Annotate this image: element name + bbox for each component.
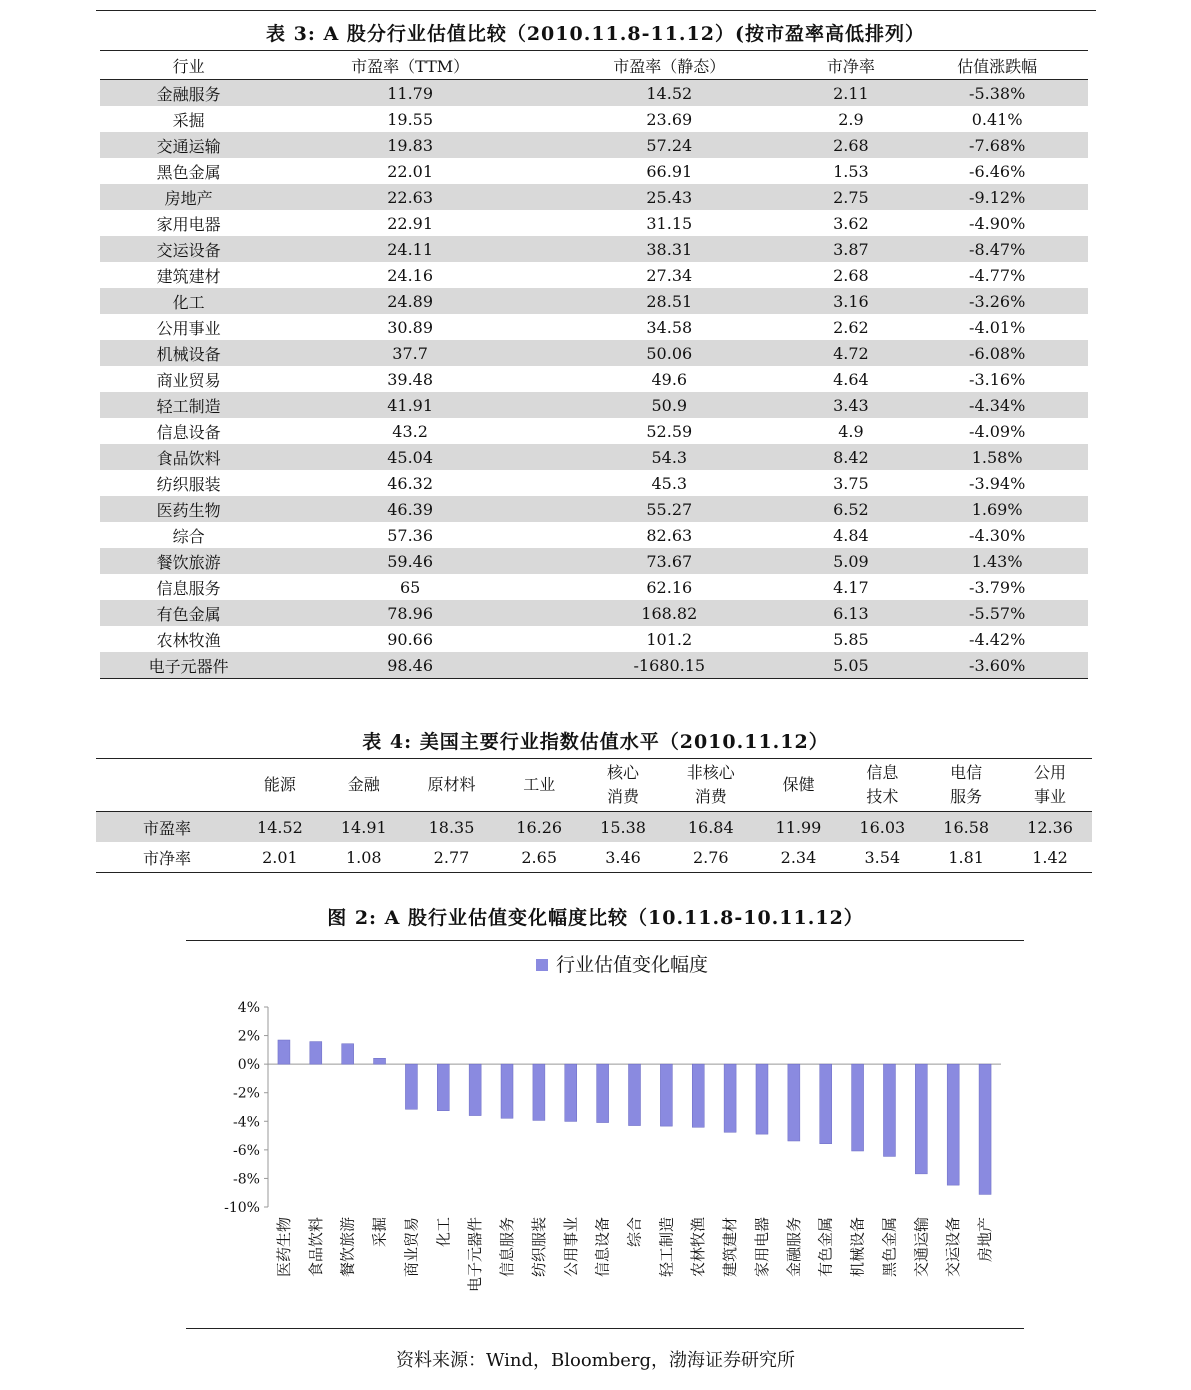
x-tick-label: 建筑建材	[721, 1217, 740, 1278]
value-cell: 101.2	[646, 629, 693, 649]
x-tick-label: 信息设备	[593, 1217, 612, 1278]
bar	[405, 1064, 417, 1109]
industry-name-cell: 建筑建材	[156, 266, 221, 286]
value-cell: 16.26	[497, 812, 581, 843]
value-cell: 3.16	[796, 288, 907, 314]
value-cell: 52.59	[646, 421, 693, 441]
table-row	[100, 626, 1088, 652]
value-cell: 22.91	[387, 213, 434, 233]
value-cell: 3.46	[581, 842, 665, 873]
industry-name-cell: 机械设备	[100, 340, 277, 366]
t3-header-cell: 估值涨跌幅	[906, 51, 1088, 80]
value-cell: 2.68	[833, 265, 869, 285]
value-cell: 41.91	[277, 392, 543, 418]
industry-name-cell: 纺织服装	[156, 474, 221, 494]
table-row	[100, 392, 1088, 418]
value-cell: -6.46%	[969, 161, 1026, 181]
value-cell: -3.60%	[906, 652, 1088, 679]
bar	[437, 1064, 449, 1111]
bar	[533, 1064, 545, 1120]
row-label-cell: 市盈率	[96, 812, 238, 843]
value-cell: -4.42%	[969, 629, 1026, 649]
y-tick-label: 0%	[237, 1057, 260, 1074]
y-tick-label: -8%	[233, 1171, 260, 1188]
industry-name-cell: 餐饮旅游	[100, 548, 277, 574]
t4-header-line: 事业	[1034, 787, 1067, 806]
bar	[629, 1064, 641, 1125]
value-cell: -4.34%	[906, 392, 1088, 418]
value-cell: 2.68	[796, 132, 907, 158]
x-tick-label: 轻工制造	[657, 1217, 676, 1278]
value-cell: 3.87	[796, 236, 907, 262]
x-tick-label: 化工	[434, 1217, 453, 1248]
bar	[342, 1044, 354, 1064]
y-tick-label: 2%	[237, 1028, 260, 1045]
legend-swatch	[536, 959, 548, 971]
industry-name-cell: 金融服务	[100, 80, 277, 107]
t4-header-line: 电信	[950, 763, 983, 782]
x-tick-label: 农林牧渔	[689, 1217, 708, 1278]
chart-top-rule	[186, 940, 1024, 941]
industry-name-cell: 交运设备	[100, 236, 277, 262]
value-cell: 3.62	[833, 213, 869, 233]
table3-caption: 表 3: A 股分行业估值比较（2010.11.8-11.12）(按市盈率高低排列）	[266, 23, 925, 45]
header-rule	[96, 10, 1096, 11]
value-cell: 16.03	[840, 812, 924, 843]
table-row	[100, 106, 1088, 132]
value-cell: 2.11	[796, 80, 907, 107]
table-row	[100, 314, 1088, 340]
value-cell: 14.52	[238, 812, 322, 843]
value-cell: -8.47%	[906, 236, 1088, 262]
bar	[692, 1064, 704, 1127]
t3-header-cell: 市盈率（TTM）	[277, 51, 543, 80]
value-cell: 34.58	[646, 317, 693, 337]
table-row	[100, 340, 1088, 366]
value-cell: 24.11	[277, 236, 543, 262]
value-cell: 168.82	[543, 600, 796, 626]
chart-bottom-rule	[186, 1328, 1024, 1329]
t4-header-cell	[581, 759, 665, 812]
bar	[852, 1064, 864, 1151]
x-tick-label: 医药生物	[274, 1217, 293, 1278]
x-tick-label: 综合	[625, 1217, 644, 1248]
t4-header-line: 消费	[694, 787, 727, 806]
bar	[724, 1064, 736, 1132]
value-cell: 46.32	[387, 473, 434, 493]
table-row	[100, 80, 1088, 107]
value-cell: 2.65	[497, 842, 581, 873]
value-cell: 5.85	[833, 629, 869, 649]
value-cell: 31.15	[646, 213, 693, 233]
industry-name-cell: 商业贸易	[156, 370, 221, 390]
value-cell: -1680.15	[543, 652, 796, 679]
value-cell: 19.55	[387, 109, 434, 129]
value-cell: 1.58%	[906, 444, 1088, 470]
t3-header-cell: 市盈率（静态）	[543, 51, 796, 80]
value-cell: 22.01	[387, 161, 434, 181]
value-cell: 25.43	[543, 184, 796, 210]
value-cell: 50.06	[543, 340, 796, 366]
value-cell: -5.38%	[906, 80, 1088, 107]
value-cell: -7.68%	[906, 132, 1088, 158]
industry-name-cell: 轻工制造	[100, 392, 277, 418]
value-cell: 2.01	[238, 842, 322, 873]
x-tick-label: 家用电器	[752, 1217, 771, 1278]
bar	[278, 1040, 290, 1064]
t4-header-line: 公用	[1034, 763, 1067, 782]
value-cell: 22.63	[277, 184, 543, 210]
value-cell: -9.12%	[906, 184, 1088, 210]
bar	[883, 1064, 895, 1156]
table-row	[100, 496, 1088, 522]
bar	[310, 1042, 322, 1065]
value-cell: 49.6	[651, 369, 688, 389]
value-cell: 43.2	[392, 421, 428, 441]
value-cell: 15.38	[581, 812, 665, 843]
value-cell: 3.54	[840, 842, 924, 873]
value-cell: 5.09	[796, 548, 907, 574]
industry-name-cell: 信息服务	[156, 578, 221, 598]
y-tick-label: -2%	[233, 1085, 260, 1102]
value-cell: 23.69	[646, 109, 693, 129]
value-cell: 14.52	[543, 80, 796, 107]
t4-header-cell	[924, 759, 1008, 812]
t4-header-line: 非核心	[686, 763, 735, 782]
value-cell: 62.16	[646, 577, 693, 597]
y-tick-label: -4%	[233, 1114, 260, 1131]
value-cell: 3.43	[796, 392, 907, 418]
source-note: 资料来源：Wind，Bloomberg，渤海证券研究所	[395, 1350, 796, 1371]
t3-header-cell: 市净率	[796, 51, 907, 80]
x-tick-label: 电子元器件	[466, 1217, 485, 1293]
x-tick-label: 有色金属	[816, 1217, 835, 1278]
value-cell: -4.90%	[969, 213, 1026, 233]
x-tick-label: 公用事业	[561, 1217, 580, 1278]
industry-valuation-table	[100, 50, 1088, 679]
value-cell: -4.01%	[969, 317, 1026, 337]
value-cell: -3.79%	[969, 577, 1026, 597]
value-cell: 0.41%	[971, 109, 1023, 129]
us-valuation-table	[96, 758, 1092, 873]
industry-name-cell: 交通运输	[100, 132, 277, 158]
bar	[756, 1064, 768, 1134]
t4-header-cell	[1008, 759, 1092, 812]
x-tick-label: 交通运输	[912, 1217, 931, 1278]
value-cell: 5.05	[796, 652, 907, 679]
value-cell: 8.42	[796, 444, 907, 470]
value-cell: 24.16	[387, 265, 434, 285]
x-tick-label: 商业贸易	[402, 1217, 421, 1278]
value-cell: 1.08	[322, 842, 406, 873]
value-cell: 1.53	[833, 161, 869, 181]
t4-header-line: 工业	[523, 775, 556, 794]
bar	[374, 1058, 386, 1064]
table4-caption: 表 4: 美国主要行业指数估值水平（2010.11.12）	[362, 731, 829, 753]
value-cell: 54.3	[543, 444, 796, 470]
table-row	[96, 842, 1092, 873]
value-cell: 55.27	[543, 496, 796, 522]
y-tick-label: -10%	[224, 1200, 260, 1216]
bar	[947, 1064, 959, 1185]
row-label-cell: 市净率	[96, 842, 238, 873]
value-cell: 4.64	[833, 369, 869, 389]
x-tick-label: 信息服务	[498, 1217, 517, 1278]
value-cell: 1.43%	[906, 548, 1088, 574]
table-row	[100, 470, 1088, 496]
bar	[979, 1064, 991, 1194]
x-tick-label: 机械设备	[848, 1217, 867, 1278]
t4-header-cell	[322, 759, 406, 812]
value-cell: -5.57%	[906, 600, 1088, 626]
table-row	[100, 210, 1088, 236]
table-row	[100, 288, 1088, 314]
value-cell: 57.36	[387, 525, 434, 545]
valuation-change-chart	[186, 945, 1024, 1327]
value-cell: 19.83	[277, 132, 543, 158]
value-cell: 98.46	[277, 652, 543, 679]
x-tick-label: 纺织服装	[529, 1217, 548, 1278]
industry-name-cell: 信息设备	[156, 422, 221, 442]
table-row	[100, 132, 1088, 158]
t4-header-cell	[497, 759, 581, 812]
figure-caption: 图 2: A 股行业估值变化幅度比较（10.11.8-10.11.12）	[327, 907, 864, 929]
value-cell: 38.31	[543, 236, 796, 262]
industry-name-cell: 房地产	[100, 184, 277, 210]
value-cell: -3.16%	[969, 369, 1026, 389]
x-tick-label: 餐饮旅游	[338, 1217, 357, 1278]
value-cell: 2.62	[833, 317, 869, 337]
value-cell: 66.91	[646, 161, 693, 181]
value-cell: -3.94%	[969, 473, 1026, 493]
table-row	[100, 600, 1088, 626]
x-tick-label: 食品饮料	[306, 1217, 325, 1278]
t4-header-line: 能源	[263, 775, 296, 794]
value-cell: 16.58	[924, 812, 1008, 843]
legend-label: 行业估值变化幅度	[556, 954, 709, 976]
industry-name-cell: 黑色金属	[156, 162, 221, 182]
industry-name-cell: 化工	[100, 288, 277, 314]
bar	[597, 1064, 609, 1122]
value-cell: 82.63	[646, 525, 693, 545]
value-cell: 28.51	[543, 288, 796, 314]
table-row	[100, 262, 1088, 288]
t4-header-cell	[406, 759, 498, 812]
bar	[501, 1064, 513, 1118]
value-cell: 73.67	[543, 548, 796, 574]
value-cell: 4.9	[838, 421, 864, 441]
y-tick-label: -6%	[233, 1142, 260, 1159]
value-cell: 6.52	[796, 496, 907, 522]
value-cell: 4.17	[833, 577, 869, 597]
value-cell: 11.99	[757, 812, 841, 843]
value-cell: 45.3	[651, 473, 688, 493]
value-cell: 90.66	[387, 629, 434, 649]
table-row	[100, 652, 1088, 679]
t4-header-cell	[238, 759, 322, 812]
t4-header-line: 保健	[782, 775, 815, 794]
value-cell: 57.24	[543, 132, 796, 158]
table-row	[100, 158, 1088, 184]
t4-header-cell	[840, 759, 924, 812]
value-cell: 1.42	[1008, 842, 1092, 873]
value-cell: 46.39	[277, 496, 543, 522]
t4-header-line: 核心	[607, 763, 640, 782]
value-cell: 1.69%	[906, 496, 1088, 522]
value-cell: 2.77	[406, 842, 498, 873]
value-cell: 18.35	[406, 812, 498, 843]
industry-name-cell: 食品饮料	[100, 444, 277, 470]
table-row	[100, 418, 1088, 444]
value-cell: 37.7	[277, 340, 543, 366]
bar	[565, 1064, 577, 1121]
x-tick-label: 交运设备	[944, 1217, 963, 1278]
industry-name-cell: 电子元器件	[100, 652, 277, 679]
value-cell: 27.34	[646, 265, 693, 285]
x-tick-label: 金融服务	[784, 1217, 803, 1278]
t4-header-line: 原材料	[427, 775, 476, 794]
value-cell: 3.75	[833, 473, 869, 493]
table-row	[100, 548, 1088, 574]
table-row	[100, 366, 1088, 392]
value-cell: 4.84	[833, 525, 869, 545]
t4-header-cell	[757, 759, 841, 812]
value-cell: 45.04	[277, 444, 543, 470]
bar	[469, 1064, 481, 1115]
value-cell: 2.9	[838, 109, 864, 129]
value-cell: 78.96	[277, 600, 543, 626]
t4-header-line: 消费	[607, 787, 640, 806]
industry-name-cell: 有色金属	[100, 600, 277, 626]
value-cell: 30.89	[387, 317, 434, 337]
table-row	[100, 184, 1088, 210]
value-cell: 1.81	[924, 842, 1008, 873]
value-cell: 11.79	[277, 80, 543, 107]
value-cell: 12.36	[1008, 812, 1092, 843]
value-cell: -4.09%	[969, 421, 1026, 441]
value-cell: 2.76	[665, 842, 757, 873]
value-cell: -4.77%	[969, 265, 1026, 285]
value-cell: 59.46	[277, 548, 543, 574]
value-cell: 24.89	[277, 288, 543, 314]
bar	[660, 1064, 672, 1126]
t3-header-cell: 行业	[100, 51, 277, 80]
x-tick-label: 房地产	[976, 1217, 995, 1263]
value-cell: 2.34	[757, 842, 841, 873]
value-cell: 39.48	[387, 369, 434, 389]
value-cell: 2.75	[796, 184, 907, 210]
industry-name-cell: 综合	[172, 526, 205, 546]
bar	[820, 1064, 832, 1144]
t4-header-line: 技术	[866, 787, 899, 806]
x-tick-label: 采掘	[370, 1217, 389, 1248]
industry-name-cell: 公用事业	[156, 318, 221, 338]
table-row	[100, 236, 1088, 262]
value-cell: 50.9	[543, 392, 796, 418]
bar	[788, 1064, 800, 1141]
t4-header-line: 金融	[347, 775, 380, 794]
table-row	[100, 574, 1088, 600]
industry-name-cell: 医药生物	[100, 496, 277, 522]
t4-header-line: 信息	[866, 763, 899, 782]
value-cell: -4.30%	[969, 525, 1026, 545]
t4-header-cell	[665, 759, 757, 812]
value-cell: -6.08%	[906, 340, 1088, 366]
table-row	[100, 522, 1088, 548]
value-cell: -3.26%	[906, 288, 1088, 314]
t4-corner-cell	[96, 759, 238, 812]
industry-name-cell: 采掘	[172, 110, 205, 130]
bar	[915, 1064, 927, 1174]
value-cell: 4.72	[796, 340, 907, 366]
value-cell: 65	[399, 577, 421, 597]
t4-header-line: 服务	[950, 787, 983, 806]
table-row	[100, 444, 1088, 470]
industry-name-cell: 农林牧渔	[156, 630, 221, 650]
value-cell: 14.91	[322, 812, 406, 843]
industry-name-cell: 家用电器	[156, 214, 221, 234]
y-tick-label: 4%	[237, 1000, 260, 1016]
x-tick-label: 黑色金属	[880, 1217, 899, 1278]
value-cell: 16.84	[665, 812, 757, 843]
table-row	[96, 812, 1092, 843]
value-cell: 6.13	[796, 600, 907, 626]
